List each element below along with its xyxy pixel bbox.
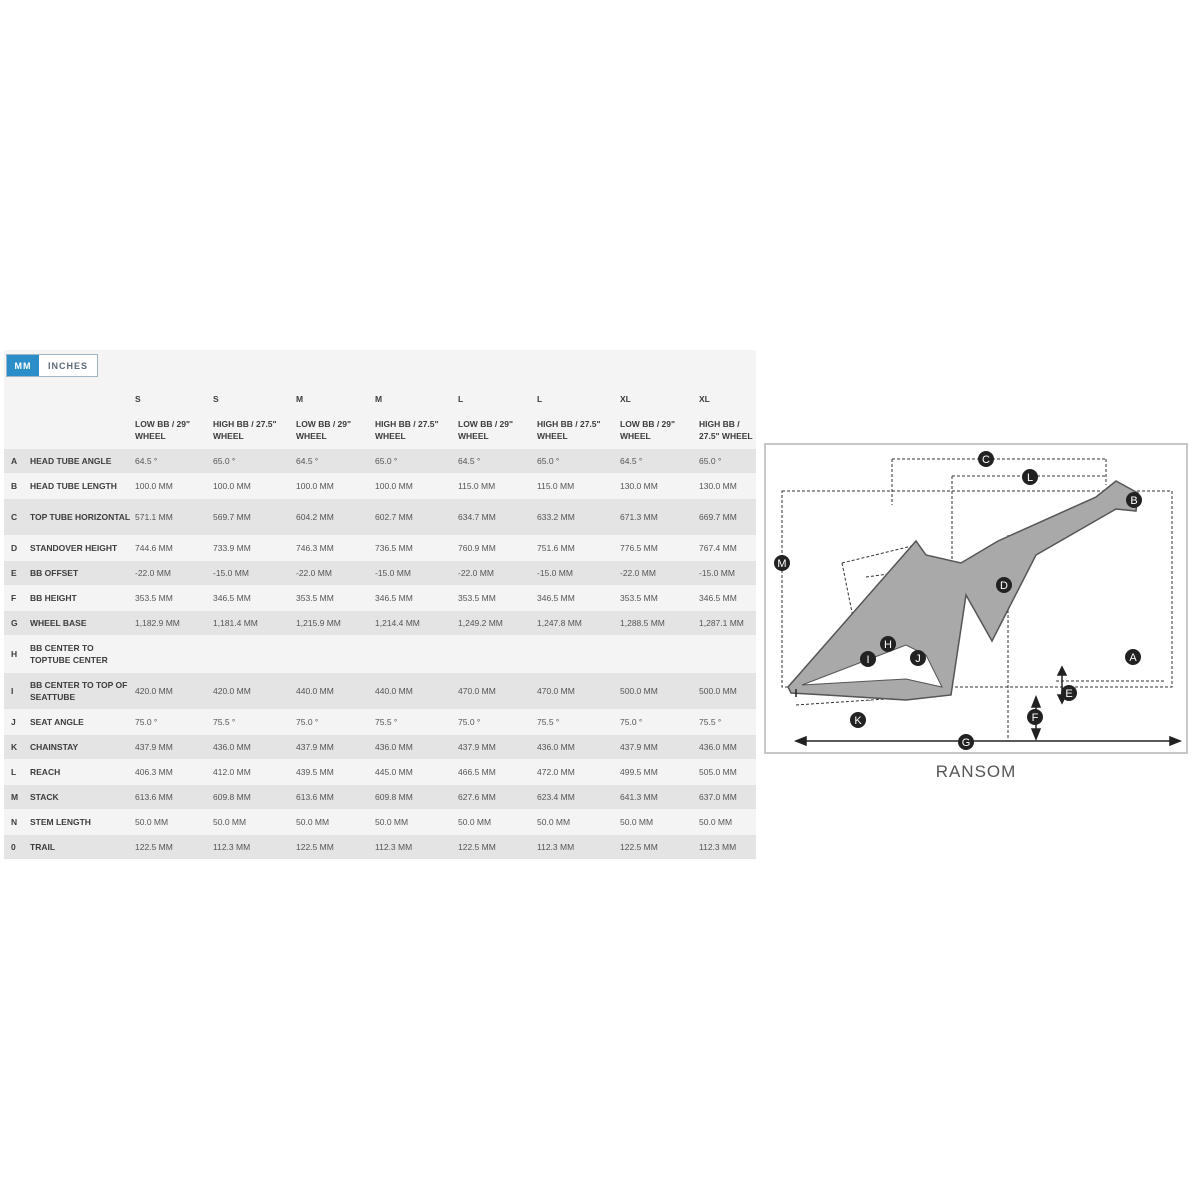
units-mm-button[interactable]: MM xyxy=(7,355,39,376)
row-value: 440.0 MM xyxy=(375,673,458,710)
geometry-row xyxy=(4,835,756,860)
spec-header: LOW BB / 29" WHEEL xyxy=(458,419,514,441)
row-label: STANDOVER HEIGHT xyxy=(30,536,135,561)
row-value: 1,181.4 MM xyxy=(213,611,296,636)
model-name: RANSOM xyxy=(935,762,1017,781)
row-value: 353.5 MM xyxy=(620,586,699,611)
row-value: 122.5 MM xyxy=(135,835,213,860)
geometry-row xyxy=(4,586,756,611)
marker-m xyxy=(774,555,790,571)
size-header: XL xyxy=(699,394,710,404)
row-value: 436.0 MM xyxy=(537,735,620,760)
row-value: 65.0 ° xyxy=(375,449,458,474)
row-value: 1,287.1 MM xyxy=(699,611,756,636)
row-label: BB OFFSET xyxy=(30,561,135,586)
spec-header: LOW BB / 29" WHEEL xyxy=(620,419,676,441)
row-value: 760.9 MM xyxy=(458,536,537,561)
row-value: 613.6 MM xyxy=(135,785,213,810)
size-header: M xyxy=(296,394,304,404)
row-value: 122.5 MM xyxy=(620,835,699,860)
row-value: 623.4 MM xyxy=(537,785,620,810)
row-value xyxy=(699,636,756,673)
row-value: 353.5 MM xyxy=(296,586,375,611)
spec-header: HIGH BB / 27.5" WHEEL xyxy=(213,419,277,441)
row-value: 627.6 MM xyxy=(458,785,537,810)
spec-header: HIGH BB / 27.5" WHEEL xyxy=(699,419,753,441)
row-letter: N xyxy=(4,810,30,835)
row-value: -15.0 MM xyxy=(699,561,756,586)
row-value: 1,214.4 MM xyxy=(375,611,458,636)
row-value: 100.0 MM xyxy=(375,474,458,499)
row-value: 669.7 MM xyxy=(699,499,756,536)
geometry-row xyxy=(4,474,756,499)
marker-label: F xyxy=(1031,712,1039,724)
row-value: 470.0 MM xyxy=(537,673,620,710)
row-value: 776.5 MM xyxy=(620,536,699,561)
row-value: 767.4 MM xyxy=(699,536,756,561)
row-value: 436.0 MM xyxy=(375,735,458,760)
row-value: 100.0 MM xyxy=(296,474,375,499)
row-value: 50.0 MM xyxy=(537,810,620,835)
row-value: 50.0 MM xyxy=(296,810,375,835)
row-value: 439.5 MM xyxy=(296,760,375,785)
marker-e xyxy=(1061,685,1077,701)
row-value: -22.0 MM xyxy=(620,561,699,586)
row-value: 604.2 MM xyxy=(296,499,375,536)
row-value: 445.0 MM xyxy=(375,760,458,785)
row-value: 50.0 MM xyxy=(135,810,213,835)
row-letter: G xyxy=(4,611,30,636)
spec-header: HIGH BB / 27.5" WHEEL xyxy=(537,419,601,441)
row-value: 346.5 MM xyxy=(699,586,756,611)
row-value: 50.0 MM xyxy=(213,810,296,835)
row-letter: I xyxy=(4,673,30,710)
row-value xyxy=(620,636,699,673)
row-value: 470.0 MM xyxy=(458,673,537,710)
row-value: 406.3 MM xyxy=(135,760,213,785)
row-value: 75.0 ° xyxy=(620,710,699,735)
row-value: 65.0 ° xyxy=(699,449,756,474)
row-value: 634.7 MM xyxy=(458,499,537,536)
row-label: STEM LENGTH xyxy=(30,810,135,835)
row-value: 633.2 MM xyxy=(537,499,620,536)
row-value: 122.5 MM xyxy=(458,835,537,860)
marker-label: D xyxy=(1000,580,1008,592)
marker-j xyxy=(910,650,926,666)
row-value: 436.0 MM xyxy=(213,735,296,760)
row-label: WHEEL BASE xyxy=(30,611,135,636)
row-value: 613.6 MM xyxy=(296,785,375,810)
row-value: 50.0 MM xyxy=(699,810,756,835)
size-header: XL xyxy=(620,394,631,404)
geometry-table-body xyxy=(4,449,756,860)
row-value: 569.7 MM xyxy=(213,499,296,536)
row-value: 420.0 MM xyxy=(213,673,296,710)
row-value: 75.0 ° xyxy=(135,710,213,735)
row-value: 744.6 MM xyxy=(135,536,213,561)
row-value: 500.0 MM xyxy=(620,673,699,710)
row-letter: F xyxy=(4,586,30,611)
row-letter: 0 xyxy=(4,835,30,860)
row-value: 65.0 ° xyxy=(213,449,296,474)
row-value xyxy=(213,636,296,673)
row-label: HEAD TUBE ANGLE xyxy=(30,449,135,474)
row-value: 64.5 ° xyxy=(296,449,375,474)
row-value: 609.8 MM xyxy=(375,785,458,810)
geometry-row xyxy=(4,561,756,586)
marker-label: K xyxy=(854,715,862,727)
marker-g xyxy=(958,734,974,750)
row-value: 602.7 MM xyxy=(375,499,458,536)
geometry-table xyxy=(4,382,756,859)
row-value: 1,182.9 MM xyxy=(135,611,213,636)
spec-header: LOW BB / 29" WHEEL xyxy=(296,419,352,441)
spec-header: HIGH BB / 27.5" WHEEL xyxy=(375,419,439,441)
row-letter: K xyxy=(4,735,30,760)
size-header: S xyxy=(135,394,141,404)
geometry-row xyxy=(4,499,756,536)
row-value: 437.9 MM xyxy=(620,735,699,760)
row-label: CHAINSTAY xyxy=(30,735,135,760)
row-value: 64.5 ° xyxy=(458,449,537,474)
geometry-row xyxy=(4,710,756,735)
marker-l xyxy=(1022,469,1038,485)
marker-label: C xyxy=(982,454,990,466)
row-value: 472.0 MM xyxy=(537,760,620,785)
row-label: BB CENTER TO TOPTUBE CENTER xyxy=(30,636,135,673)
row-value: 353.5 MM xyxy=(458,586,537,611)
marker-d xyxy=(996,577,1012,593)
row-letter: L xyxy=(4,760,30,785)
row-value: 571.1 MM xyxy=(135,499,213,536)
size-header: S xyxy=(213,394,219,404)
geometry-row xyxy=(4,673,756,710)
row-value: 437.9 MM xyxy=(458,735,537,760)
spec-header-row xyxy=(4,412,756,449)
marker-label: G xyxy=(961,737,971,749)
row-value: 437.9 MM xyxy=(135,735,213,760)
row-value: -15.0 MM xyxy=(213,561,296,586)
row-value xyxy=(135,636,213,673)
row-value: 75.0 ° xyxy=(458,710,537,735)
units-inches-button[interactable]: INCHES xyxy=(47,360,88,371)
row-value: 746.3 MM xyxy=(296,536,375,561)
row-value: 112.3 MM xyxy=(213,835,296,860)
row-value: 64.5 ° xyxy=(620,449,699,474)
geometry-panel xyxy=(4,350,756,852)
row-value: 115.0 MM xyxy=(537,474,620,499)
marker-label: M xyxy=(777,558,787,570)
frame-diagram xyxy=(764,443,1188,754)
size-header: L xyxy=(458,394,464,404)
size-header-row xyxy=(4,382,756,412)
row-value xyxy=(296,636,375,673)
row-value: 100.0 MM xyxy=(213,474,296,499)
row-value: 733.9 MM xyxy=(213,536,296,561)
row-label: HEAD TUBE LENGTH xyxy=(30,474,135,499)
marker-c xyxy=(978,451,994,467)
row-value: -15.0 MM xyxy=(375,561,458,586)
row-value: 75.5 ° xyxy=(699,710,756,735)
marker-label: E xyxy=(1065,688,1073,700)
row-value: 75.5 ° xyxy=(537,710,620,735)
row-letter: M xyxy=(4,785,30,810)
row-value: 115.0 MM xyxy=(458,474,537,499)
marker-i xyxy=(860,651,876,667)
marker-label: L xyxy=(1026,472,1034,484)
size-header: L xyxy=(537,394,543,404)
row-value: 112.3 MM xyxy=(375,835,458,860)
marker-b xyxy=(1126,492,1142,508)
geometry-row xyxy=(4,536,756,561)
row-value: -22.0 MM xyxy=(296,561,375,586)
geometry-row xyxy=(4,785,756,810)
row-value: 609.8 MM xyxy=(213,785,296,810)
row-letter: D xyxy=(4,536,30,561)
row-value: 75.5 ° xyxy=(213,710,296,735)
row-value: 122.5 MM xyxy=(296,835,375,860)
row-label: STACK xyxy=(30,785,135,810)
row-value: 436.0 MM xyxy=(699,735,756,760)
spec-header: LOW BB / 29" WHEEL xyxy=(135,419,191,441)
geometry-row xyxy=(4,760,756,785)
marker-h xyxy=(880,636,896,652)
geometry-row xyxy=(4,611,756,636)
row-value: 65.0 ° xyxy=(537,449,620,474)
row-value: 50.0 MM xyxy=(375,810,458,835)
row-value: 1,247.8 MM xyxy=(537,611,620,636)
geometry-row xyxy=(4,449,756,474)
row-value: 64.5 ° xyxy=(135,449,213,474)
marker-label: B xyxy=(1130,495,1138,507)
row-value: 346.5 MM xyxy=(213,586,296,611)
row-letter: C xyxy=(4,499,30,536)
row-letter: B xyxy=(4,474,30,499)
geometry-row xyxy=(4,735,756,760)
row-value xyxy=(458,636,537,673)
marker-a xyxy=(1125,649,1141,665)
row-value: 500.0 MM xyxy=(699,673,756,710)
row-value: 112.3 MM xyxy=(537,835,620,860)
row-value: -15.0 MM xyxy=(537,561,620,586)
row-value: 505.0 MM xyxy=(699,760,756,785)
marker-label: J xyxy=(915,653,921,665)
marker-label: I xyxy=(866,654,870,666)
row-value: 112.3 MM xyxy=(699,835,756,860)
row-letter: E xyxy=(4,561,30,586)
row-value: 50.0 MM xyxy=(458,810,537,835)
row-label: BB CENTER TO TOP OF SEATTUBE xyxy=(30,673,135,710)
row-label: TRAIL xyxy=(30,835,135,860)
row-label: SEAT ANGLE xyxy=(30,710,135,735)
row-value: 353.5 MM xyxy=(135,586,213,611)
marker-f xyxy=(1027,709,1043,725)
row-letter: J xyxy=(4,710,30,735)
row-value: 50.0 MM xyxy=(620,810,699,835)
row-value: 100.0 MM xyxy=(135,474,213,499)
frame-shape xyxy=(788,481,1138,700)
size-header: M xyxy=(375,394,383,404)
row-value: -22.0 MM xyxy=(135,561,213,586)
row-value: 671.3 MM xyxy=(620,499,699,536)
frame-diagram-svg xyxy=(766,445,1186,752)
row-label: REACH xyxy=(30,760,135,785)
row-value: 637.0 MM xyxy=(699,785,756,810)
row-value: 751.6 MM xyxy=(537,536,620,561)
row-value: 130.0 MM xyxy=(620,474,699,499)
row-value: 412.0 MM xyxy=(213,760,296,785)
row-label: TOP TUBE HORIZONTAL xyxy=(30,499,135,536)
row-value: 641.3 MM xyxy=(620,785,699,810)
row-value: 346.5 MM xyxy=(375,586,458,611)
row-value: 499.5 MM xyxy=(620,760,699,785)
row-value: -22.0 MM xyxy=(458,561,537,586)
geometry-row xyxy=(4,810,756,835)
row-value: 736.5 MM xyxy=(375,536,458,561)
row-value: 437.9 MM xyxy=(296,735,375,760)
row-value: 130.0 MM xyxy=(699,474,756,499)
marker-k xyxy=(850,712,866,728)
marker-label: H xyxy=(884,639,892,651)
row-value: 440.0 MM xyxy=(296,673,375,710)
row-value xyxy=(375,636,458,673)
geometry-row xyxy=(4,636,756,673)
row-value: 75.0 ° xyxy=(296,710,375,735)
row-value: 75.5 ° xyxy=(375,710,458,735)
units-toggle xyxy=(6,354,98,377)
row-value: 1,288.5 MM xyxy=(620,611,699,636)
row-label: BB HEIGHT xyxy=(30,586,135,611)
row-value: 346.5 MM xyxy=(537,586,620,611)
row-value xyxy=(537,636,620,673)
row-value: 420.0 MM xyxy=(135,673,213,710)
row-letter: H xyxy=(4,636,30,673)
row-letter: A xyxy=(4,449,30,474)
row-value: 466.5 MM xyxy=(458,760,537,785)
row-value: 1,215.9 MM xyxy=(296,611,375,636)
marker-label: A xyxy=(1129,652,1137,664)
row-value: 1,249.2 MM xyxy=(458,611,537,636)
